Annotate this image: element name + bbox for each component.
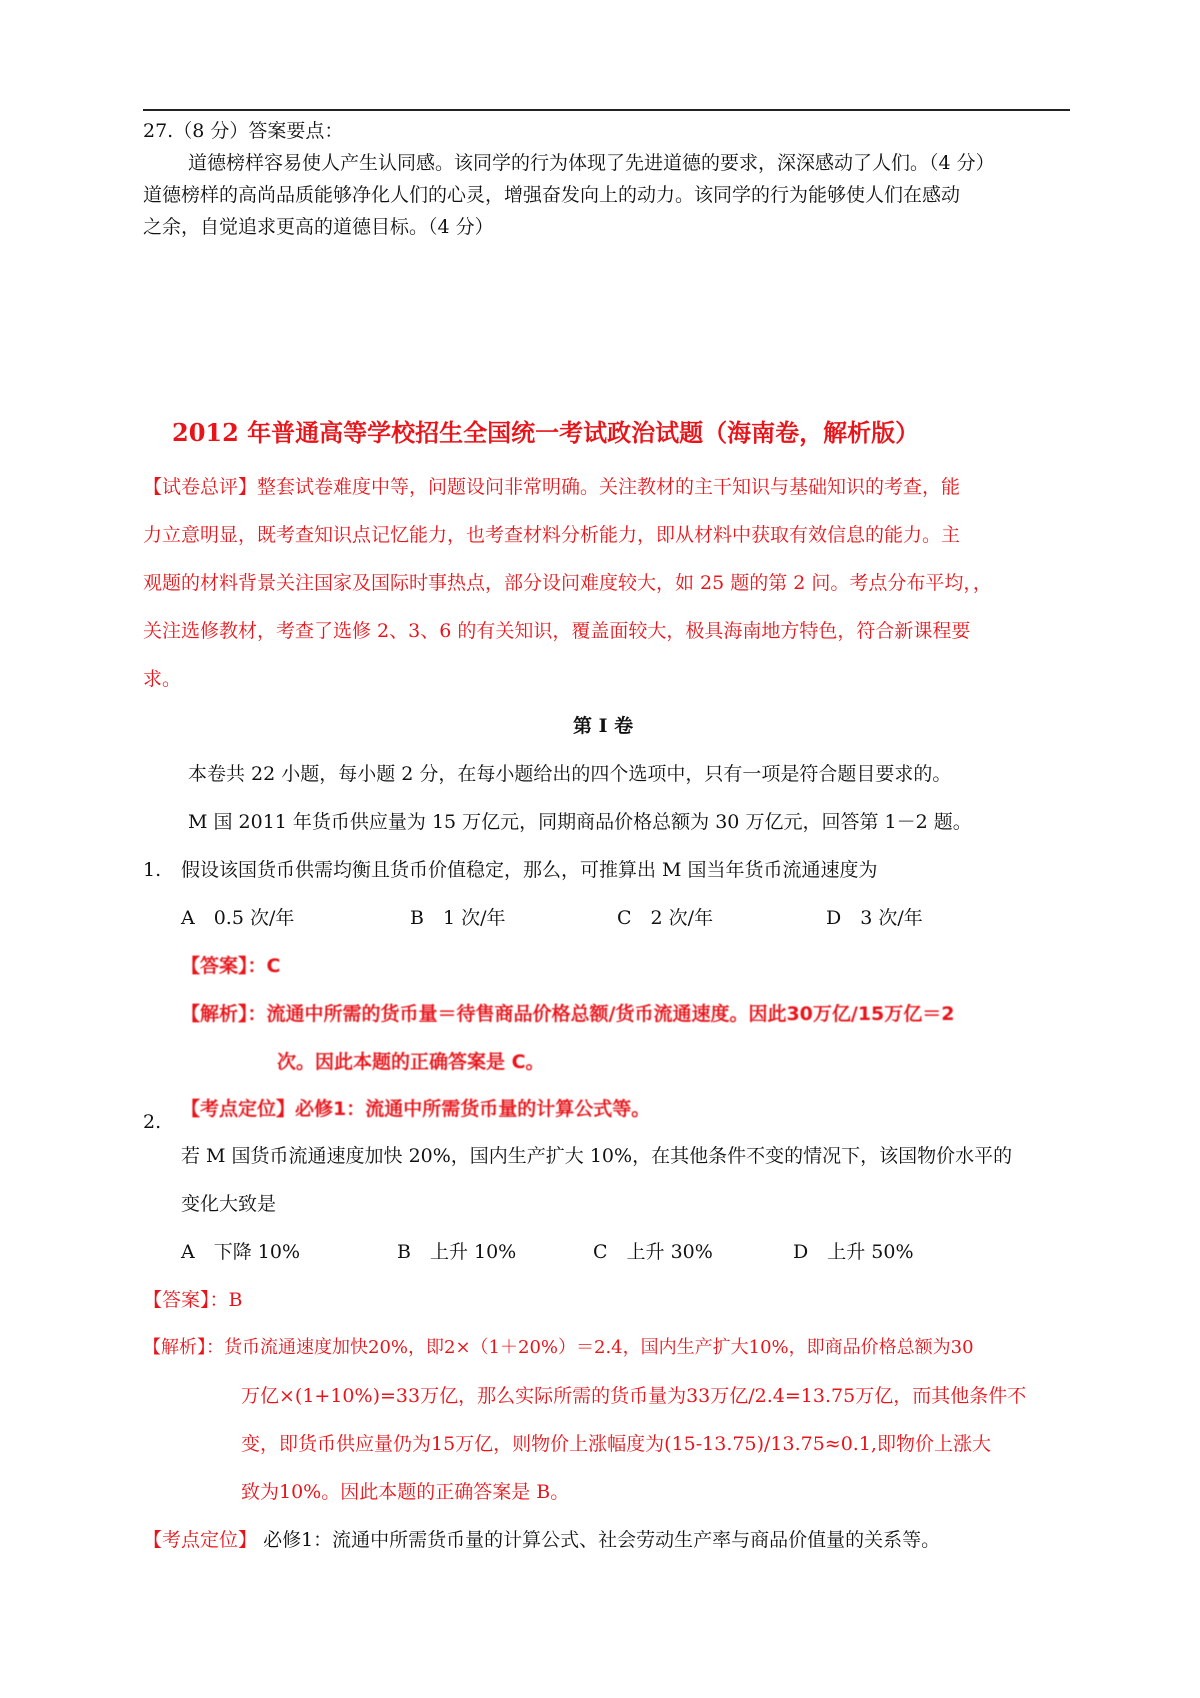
section-intro: 本卷共 22 小题，每小题 2 分，在每小题给出的四个选项中，只有一项是符合题目要求的。 [188, 763, 952, 785]
q1-stem: 假设该国货币供需均衡且货币价值稳定，那么，可推算出 M 国当年货币流通速度为 [181, 859, 878, 881]
q27-line-3: 之余，自觉追求更高的道德目标。（4 分） [143, 216, 494, 238]
q2-number: 2. [143, 1111, 162, 1133]
q1-point: 【考点定位】必修1：流通中所需货币量的计算公式等。 [181, 1098, 651, 1120]
q2-point-body: 必修1：流通中所需货币量的计算公式、社会劳动生产率与商品价值量的关系等。 [263, 1529, 941, 1551]
q27-line-1: 道德榜样容易使人产生认同感。该同学的行为体现了先进道德的要求，深深感动了人们。（4 分） [188, 152, 995, 174]
q27-heading: 27.（8 分）答案要点： [143, 120, 344, 142]
q2-analysis-line-2: 万亿×(1+10%)=33万亿，那么实际所需的货币量为33万亿/2.4=13.75万亿，而其他条件不 [241, 1385, 1027, 1407]
review-line-3: 观题的材料背景关注国家及国际时事热点，部分设问难度较大，如 25 题的第 2 问。考点分布平均，， [143, 572, 992, 594]
q2-analysis-line-3: 变，即货币供应量仍为15万亿，则物价上涨幅度为(15-13.75)/13.75≈0.1,即物价上涨大 [241, 1433, 991, 1455]
q1-option-a: A 0.5 次/年 [181, 907, 295, 929]
q2-option-d: D 上升 50% [793, 1241, 914, 1263]
review-line-1: 【试卷总评】整套试卷难度中等，问题设问非常明确。关注教材的主干知识与基础知识的考查，能 [143, 476, 961, 498]
q1-answer: 【答案】：C [181, 955, 281, 977]
q1-option-d: D 3 次/年 [826, 907, 923, 929]
q27-line-2: 道德榜样的高尚品质能够净化人们的心灵，增强奋发向上的动力。该同学的行为能够使人们在感动 [143, 184, 961, 206]
q2-analysis-line-1: 【解析】：货币流通速度加快20%，即2×（1＋20%）＝2.4，国内生产扩大10%，即商品价格总额为30 [143, 1337, 974, 1358]
review-line-5: 求。 [143, 668, 182, 690]
document-title: 2012 年普通高等学校招生全国统一考试政治试题（海南卷，解析版） [172, 418, 920, 447]
q2-option-a: A 下降 10% [181, 1241, 300, 1263]
q2-option-c: C 上升 30% [593, 1241, 713, 1263]
q2-point [143, 1528, 940, 1552]
header-rule [143, 109, 1070, 111]
q2-analysis-line-4: 致为10%。因此本题的正确答案是 B。 [241, 1481, 570, 1503]
q2-option-b: B 上升 10% [397, 1241, 517, 1263]
section-material: M 国 2011 年货币供应量为 15 万亿元，同期商品价格总额为 30 万亿元，回答第 1－2 题。 [188, 811, 972, 833]
q1-analysis-line-1: 【解析】：流通中所需的货币量＝待售商品价格总额/货币流通速度。因此30万亿/15万亿＝2 [181, 1003, 955, 1025]
section-heading: 第 I 卷 [573, 715, 634, 737]
review-line-2: 力立意明显，既考查知识点记忆能力，也考查材料分析能力，即从材料中获取有效信息的能力。主 [143, 524, 961, 546]
q1-option-b: B 1 次/年 [410, 907, 506, 929]
q2-stem-line-1: 若 M 国货币流通速度加快 20%，国内生产扩大 10%，在其他条件不变的情况下，该国物价水平的 [181, 1145, 1013, 1167]
review-line-4: 关注选修教材，考查了选修 2、3、6 的有关知识，覆盖面较大，极具海南地方特色，符合新课程要 [143, 620, 971, 642]
q1-analysis-line-2: 次。因此本题的正确答案是 C。 [277, 1051, 545, 1073]
q2-point-text: 【考点定位】 [143, 1529, 258, 1551]
q1-number: 1. [143, 859, 162, 881]
q2-stem-line-2: 变化大致是 [181, 1193, 277, 1215]
q2-answer: 【答案】：B [143, 1289, 243, 1311]
q1-option-c: C 2 次/年 [617, 907, 714, 929]
